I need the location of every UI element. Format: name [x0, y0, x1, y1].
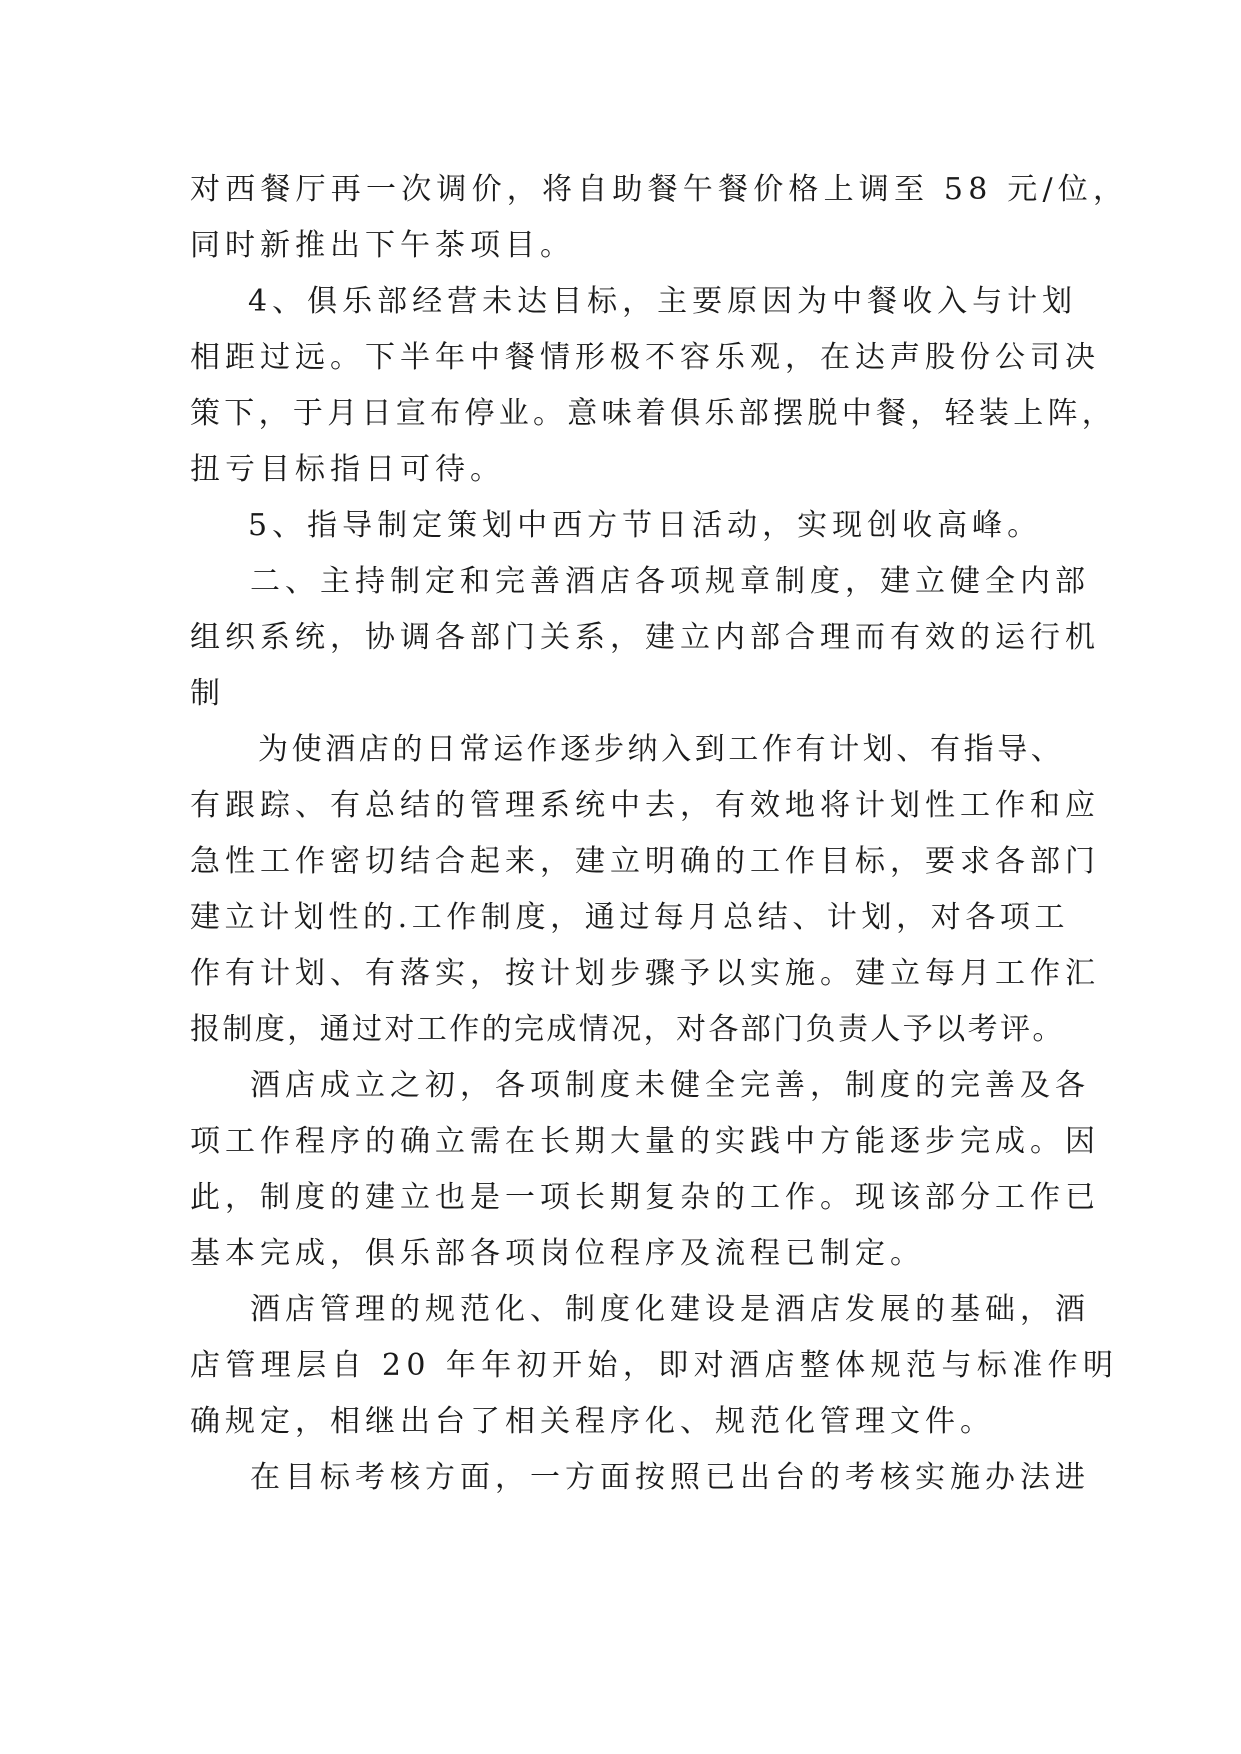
text-line: 作有计划、有落实，按计划步骤予以实施。建立每月工作汇	[190, 956, 1100, 991]
text-line: 急性工作密切结合起来，建立明确的工作目标，要求各部门	[190, 844, 1100, 879]
text-line: 有跟踪、有总结的管理系统中去，有效地将计划性工作和应	[190, 788, 1100, 823]
text-line: 5、指导制定策划中西方节日活动，实现创收高峰。	[248, 508, 1043, 543]
text-line: 店管理层自 20 年年初开始，即对酒店整体规范与标准作明	[190, 1348, 1119, 1383]
text-line: 酒店管理的规范化、制度化建设是酒店发展的基础，酒	[250, 1292, 1090, 1327]
text-line: 在目标考核方面，一方面按照已出台的考核实施办法进	[250, 1460, 1090, 1495]
text-line: 扭亏目标指日可待。	[190, 452, 505, 487]
text-line: 制	[190, 676, 225, 711]
text-line: 基本完成，俱乐部各项岗位程序及流程已制定。	[190, 1236, 925, 1271]
text-line: 酒店成立之初，各项制度未健全完善，制度的完善及各	[250, 1068, 1090, 1103]
text-line: 同时新推出下午茶项目。	[190, 228, 575, 263]
text-line: 项工作程序的确立需在长期大量的实践中方能逐步完成。因	[190, 1124, 1100, 1159]
text-line: 对西餐厅再一次调价，将自助餐午餐价格上调至 58 元/位，	[190, 172, 1129, 207]
text-line: 相距过远。下半年中餐情形极不容乐观，在达声股份公司决	[190, 340, 1100, 375]
text-line: 确规定，相继出台了相关程序化、规范化管理文件。	[190, 1404, 995, 1439]
text-line: 4、俱乐部经营未达目标，主要原因为中餐收入与计划	[248, 284, 1078, 319]
text-line: 此，制度的建立也是一项长期复杂的工作。现该部分工作已	[190, 1180, 1100, 1215]
text-line: 建立计划性的.工作制度，通过每月总结、计划，对各项工	[190, 900, 1070, 935]
text-line: 为使酒店的日常运作逐步纳入到工作有计划、有指导、	[258, 732, 1065, 767]
text-line: 组织系统，协调各部门关系，建立内部合理而有效的运行机	[190, 620, 1100, 655]
text-line: 策下，于月日宣布停业。意味着俱乐部摆脱中餐，轻装上阵，	[190, 396, 1117, 431]
text-line: 二、主持制定和完善酒店各项规章制度，建立健全内部	[250, 564, 1090, 599]
text-line: 报制度，通过对工作的完成情况，对各部门负责人予以考评。	[190, 1012, 1065, 1047]
